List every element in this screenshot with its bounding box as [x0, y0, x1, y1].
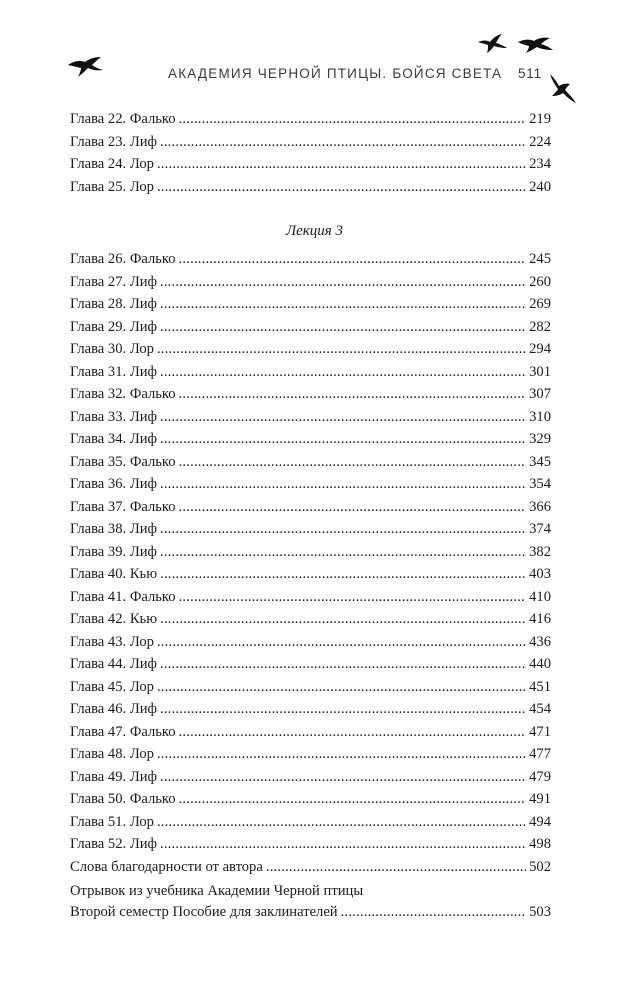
toc-entry-title: Глава 28. Лиф	[70, 296, 157, 312]
toc-entry	[70, 338, 551, 361]
table-of-contents	[70, 108, 551, 921]
bird-icon	[548, 74, 578, 104]
toc-entry-title-line1: Отрывок из учебника Академии Черной птицы	[70, 883, 364, 899]
toc-entry-page: 234	[529, 156, 551, 172]
toc-entry	[70, 856, 551, 879]
toc-entry-title: Слова благодарности от автора	[70, 858, 263, 875]
dot-leader	[160, 563, 526, 586]
toc-entry	[70, 451, 551, 474]
toc-entry	[70, 698, 551, 721]
dot-leader	[160, 541, 526, 564]
toc-entry-page: 307	[529, 386, 551, 402]
dot-leader	[160, 406, 526, 429]
dot-leader	[160, 361, 526, 384]
toc-entry-page: 219	[529, 111, 551, 127]
toc-entry-title: Глава 45. Лор	[70, 678, 154, 695]
toc-entry-page: 454	[529, 701, 551, 717]
dot-leader	[160, 766, 526, 789]
toc-entry-page: 260	[529, 273, 551, 290]
toc-entry-page: 479	[529, 768, 551, 785]
dot-leader	[179, 248, 526, 271]
toc-entry	[70, 518, 551, 541]
toc-entry-page: 477	[529, 746, 551, 762]
toc-entry-title: Глава 48. Лор	[70, 746, 154, 762]
toc-entry	[70, 248, 551, 271]
toc-entry-title: Глава 32. Фалько	[70, 386, 176, 402]
toc-entry-title: Глава 33. Лиф	[70, 408, 157, 425]
toc-entry-page: 494	[529, 813, 551, 830]
toc-entry	[70, 428, 551, 451]
dot-leader	[157, 743, 526, 766]
toc-entry	[70, 361, 551, 384]
toc-entry-page: 403	[529, 566, 551, 582]
dot-leader	[160, 293, 526, 316]
dot-leader	[341, 903, 526, 921]
toc-entry	[70, 316, 551, 339]
toc-entry	[70, 271, 551, 294]
dot-leader	[160, 653, 526, 676]
dot-leader	[179, 451, 526, 474]
toc-entry	[70, 903, 551, 921]
toc-entry	[70, 563, 551, 586]
toc-entry-page: 310	[529, 408, 551, 425]
dot-leader	[179, 383, 526, 406]
toc-entry-title: Глава 26. Фалько	[70, 251, 176, 267]
toc-entry	[70, 743, 551, 766]
page-number: 511	[518, 66, 542, 81]
dot-leader	[157, 631, 526, 654]
toc-entry-page: 491	[529, 791, 551, 807]
toc-entry	[70, 541, 551, 564]
toc-entry	[70, 586, 551, 609]
dot-leader	[179, 108, 526, 131]
dot-leader	[160, 698, 526, 721]
toc-entry-title: Глава 40. Кью	[70, 566, 158, 582]
toc-entry	[70, 833, 551, 856]
toc-entry-title: Глава 31. Лиф	[70, 363, 157, 380]
dot-leader	[157, 338, 526, 361]
toc-entry-page: 240	[529, 178, 551, 195]
dot-leader	[157, 153, 526, 176]
dot-leader	[160, 271, 526, 294]
toc-entry-multiline	[70, 880, 551, 921]
toc-entry-title: Глава 52. Лиф	[70, 836, 157, 852]
toc-entry-page: 374	[529, 521, 551, 537]
dot-leader	[157, 676, 526, 699]
toc-entry-title: Глава 44. Лиф	[70, 656, 157, 672]
toc-entry	[70, 788, 551, 811]
toc-entry	[70, 153, 551, 176]
toc-entry	[70, 131, 551, 154]
toc-entry-page: 354	[529, 476, 551, 492]
dot-leader	[160, 518, 526, 541]
toc-entry-page: 471	[529, 723, 551, 740]
toc-entry-page: 282	[529, 318, 551, 335]
dot-leader	[179, 721, 526, 744]
toc-entry-page: 503	[529, 903, 551, 920]
toc-entry-title: Глава 29. Лиф	[70, 318, 157, 335]
toc-entry	[70, 108, 551, 131]
toc-entry	[70, 653, 551, 676]
running-title: АКАДЕМИЯ ЧЕРНОЙ ПТИЦЫ. БОЙСЯ СВЕТА	[168, 66, 503, 81]
toc-entry-title: Глава 49. Лиф	[70, 768, 157, 785]
toc-entry-page: 366	[529, 498, 551, 515]
dot-leader	[160, 428, 526, 451]
toc-entry-title: Глава 25. Лор	[70, 178, 154, 195]
toc-entry-page: 451	[529, 678, 551, 695]
dot-leader	[157, 811, 526, 834]
toc-entry-page: 382	[529, 543, 551, 560]
toc-entry	[70, 608, 551, 631]
toc-entry-title: Глава 23. Лиф	[70, 133, 157, 150]
toc-entry	[70, 766, 551, 789]
section-heading: Лекция 3	[285, 223, 344, 239]
toc-entry-title: Глава 46. Лиф	[70, 701, 157, 717]
bird-icon	[478, 34, 508, 54]
toc-entry	[70, 721, 551, 744]
toc-entry-page: 294	[529, 341, 551, 357]
dot-leader	[179, 788, 526, 811]
toc-entry-page: 329	[529, 431, 551, 447]
dot-leader	[160, 608, 526, 631]
dot-leader	[266, 856, 526, 879]
toc-entry-title: Глава 35. Фалько	[70, 453, 176, 470]
toc-entry	[70, 676, 551, 699]
toc-entry	[70, 496, 551, 519]
toc-entry-page: 345	[529, 453, 551, 470]
toc-entry	[70, 631, 551, 654]
dot-leader	[160, 131, 526, 154]
toc-entry-title: Глава 42. Кью	[70, 611, 158, 627]
bird-icon	[518, 36, 554, 54]
toc-entry	[70, 176, 551, 199]
toc-entry-title: Глава 51. Лор	[70, 813, 154, 830]
toc-entry-page: 436	[529, 633, 551, 650]
toc-entry-page: 224	[529, 133, 551, 150]
toc-entry-page: 269	[529, 296, 551, 312]
toc-entry	[70, 473, 551, 496]
toc-entry-title: Глава 27. Лиф	[70, 273, 157, 290]
toc-entry	[70, 383, 551, 406]
toc-entry	[70, 811, 551, 834]
toc-entry-title: Глава 30. Лор	[70, 341, 154, 357]
toc-entry	[70, 293, 551, 316]
toc-entry-title: Второй семестр Пособие для заклинателей	[70, 903, 338, 920]
toc-entry-title: Глава 43. Лор	[70, 633, 154, 650]
toc-entry-title: Глава 22. Фалько	[70, 111, 176, 127]
bird-icon	[68, 56, 104, 78]
toc-entry-title: Глава 36. Лиф	[70, 476, 157, 492]
dot-leader	[160, 833, 526, 856]
toc-entry-title: Глава 50. Фалько	[70, 791, 176, 807]
dot-leader	[160, 473, 526, 496]
toc-entry-page: 440	[529, 656, 551, 672]
toc-entry-page: 498	[529, 836, 551, 852]
toc-entry-page: 245	[529, 251, 551, 267]
dot-leader	[157, 176, 526, 199]
toc-entry-title: Глава 38. Лиф	[70, 521, 157, 537]
dot-leader	[160, 316, 526, 339]
toc-entry-title: Глава 47. Фалько	[70, 723, 176, 740]
toc-entry-title: Глава 37. Фалько	[70, 498, 176, 515]
dot-leader	[179, 496, 526, 519]
dot-leader	[179, 586, 526, 609]
toc-entry-title: Глава 41. Фалько	[70, 588, 176, 605]
toc-entry-title: Глава 39. Лиф	[70, 543, 157, 560]
toc-entry-title: Глава 34. Лиф	[70, 431, 157, 447]
toc-entry-page: 410	[529, 588, 551, 605]
toc-entry-page: 301	[529, 363, 551, 380]
toc-entry-page: 502	[529, 858, 551, 875]
toc-entry-title: Глава 24. Лор	[70, 156, 154, 172]
toc-entry	[70, 406, 551, 429]
toc-entry-page: 416	[529, 611, 551, 627]
